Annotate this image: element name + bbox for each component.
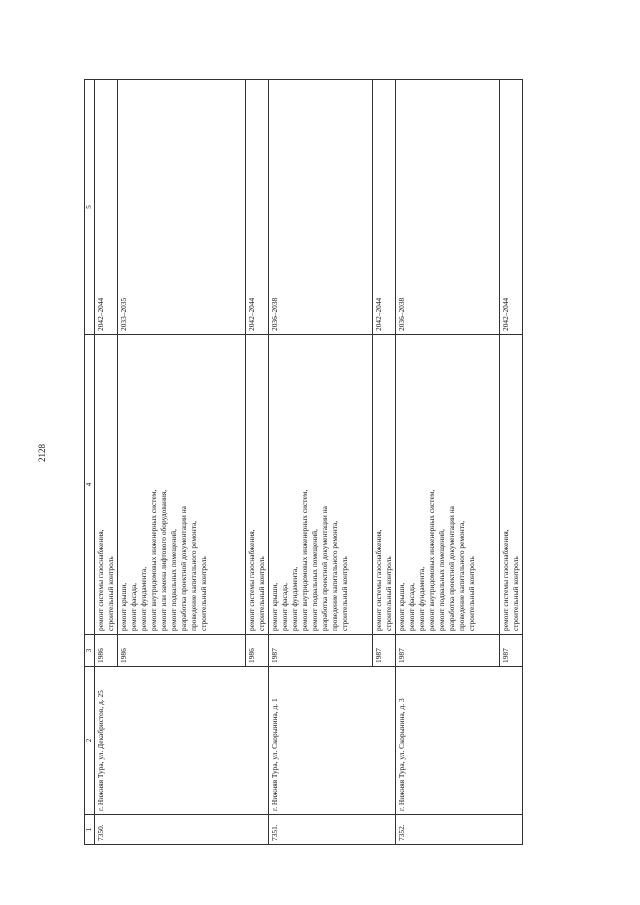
work-line: проведение капитального ремонта, xyxy=(457,520,466,631)
work-line: строительный контроль xyxy=(106,556,115,631)
work-line: разработка проектной документации на xyxy=(447,506,456,631)
build-year: 1987 xyxy=(500,635,523,667)
entry-number: 7352. xyxy=(396,815,523,845)
work-line: проведение капитального ремонта, xyxy=(330,520,339,631)
work-list xyxy=(373,335,396,635)
work-line: ремонт внутридомовых инженерных систем, xyxy=(427,489,436,631)
work-list xyxy=(500,335,523,635)
repair-period: 2036–2038 xyxy=(269,80,373,335)
work-line: ремонт крыши, xyxy=(270,582,279,631)
work-line: ремонт фундамента, xyxy=(417,566,426,631)
work-line: разработка проектной документации на xyxy=(179,506,188,631)
entry-number: 7350. xyxy=(95,815,269,845)
repair-period: 2036–2038 xyxy=(396,80,500,335)
column-number: 3 xyxy=(85,635,95,667)
rotated-table-container xyxy=(84,80,519,845)
repair-period: 2042–2044 xyxy=(246,80,269,335)
column-number: 1 xyxy=(85,815,95,845)
work-list xyxy=(246,335,269,635)
work-line: ремонт крыши, xyxy=(397,582,406,631)
table-row xyxy=(95,80,118,845)
table-row xyxy=(396,80,500,845)
repair-period: 2042–2044 xyxy=(373,80,396,335)
work-line: ремонт системы газоснабжения, xyxy=(374,529,383,631)
column-number: 4 xyxy=(85,335,95,635)
work-line: ремонт крыши, xyxy=(119,582,128,631)
column-number: 2 xyxy=(85,667,95,815)
work-line: ремонт подвальных помещений, xyxy=(169,529,178,631)
work-line: ремонт системы газоснабжения, xyxy=(96,529,105,631)
work-line: строительный контроль xyxy=(511,556,520,631)
entry-address: г. Нижняя Тура, ул. Скорынина, д. 1 xyxy=(269,667,396,815)
work-line: ремонт системы газоснабжения, xyxy=(247,529,256,631)
work-line: проведение капитального ремонта, xyxy=(189,520,198,631)
page-number: 2128 xyxy=(37,444,47,462)
entry-address: г. Нижняя Тура, ул. Скорынина, д. 3 xyxy=(396,667,523,815)
work-line: строительный контроль xyxy=(257,556,266,631)
work-line: ремонт фундамента, xyxy=(139,566,148,631)
repair-period: 2042–2044 xyxy=(500,80,523,335)
work-line: строительный контроль xyxy=(384,556,393,631)
entry-address: г. Нижняя Тура, ул. Декабристов, д. 25 xyxy=(95,667,269,815)
work-line: ремонт внутридомовых инженерных систем, xyxy=(149,489,158,631)
work-line: ремонт внутридомовых инженерных систем, xyxy=(300,489,309,631)
work-list xyxy=(269,335,373,635)
table-row xyxy=(269,80,373,845)
work-list xyxy=(95,335,118,635)
build-year: 1986 xyxy=(246,635,269,667)
column-number: 5 xyxy=(85,80,95,335)
build-year: 1986 xyxy=(95,635,118,667)
work-line: ремонт фасада, xyxy=(280,583,289,631)
work-line: строительный контроль xyxy=(199,556,208,631)
work-line: ремонт фасада, xyxy=(407,583,416,631)
work-line: строительный контроль xyxy=(467,556,476,631)
entry-number: 7351. xyxy=(269,815,396,845)
work-line: ремонт подвальных помещений, xyxy=(310,529,319,631)
work-line: ремонт подвальных помещений, xyxy=(437,529,446,631)
repair-period: 2042–2044 xyxy=(95,80,118,335)
work-line: ремонт системы газоснабжения, xyxy=(501,529,510,631)
repair-schedule-table xyxy=(84,79,523,845)
build-year: 1987 xyxy=(269,635,373,667)
work-list xyxy=(396,335,500,635)
build-year: 1987 xyxy=(373,635,396,667)
work-line: ремонт фундамента, xyxy=(290,566,299,631)
work-line: строительный контроль xyxy=(340,556,349,631)
work-line: разработка проектной документации на xyxy=(320,506,329,631)
repair-period: 2033–2035 xyxy=(118,80,246,335)
build-year: 1987 xyxy=(396,635,500,667)
column-number-row xyxy=(85,80,95,845)
work-list xyxy=(118,335,246,635)
work-line: ремонт фасада, xyxy=(129,583,138,631)
work-line: ремонт или замена лифтового оборудования, xyxy=(159,489,168,631)
build-year: 1986 xyxy=(118,635,246,667)
